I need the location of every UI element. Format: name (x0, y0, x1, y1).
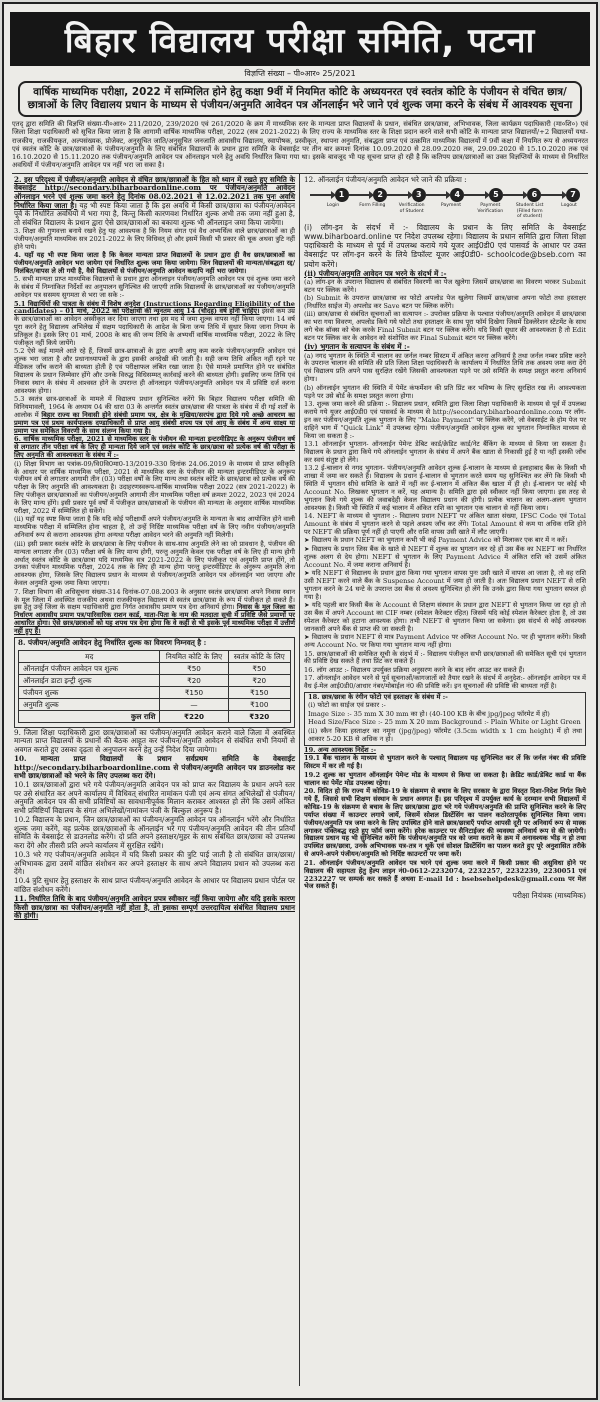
arrow-icon (541, 194, 566, 196)
para-5-1-body: इससे कम उम्र के छात्र/छात्राओं का आवेदन अस्वीकृत कर दिया जाएगा तथा इस मद में जमा शुल्क वापस नहीं किया जाएगा। 14 वर्ष पूरा करने हेतु विद्यालय अभिलेख में सक्षम पदाधिकारी के आदेश के बिना जन्म तिथि में सुधार किया जाना नियम के प्रतिकूल है। इसके लिए 01 मार्च, 2008 के बाद की जन्म तिथि के अभ्यर्थी वार्षिक माध्यमिक परीक्षा, 2022 के लिए पंजीकृत नहीं किये जायेंगे। (14, 307, 295, 348)
arrow-icon (387, 194, 412, 196)
fee-regular: ₹20 (160, 674, 228, 686)
para-5-1 (14, 301, 295, 348)
step-label: Form Filling (359, 203, 386, 209)
fee-total-private: ₹320 (228, 710, 290, 722)
neft-bullet-text: विद्यालय के प्रधान NEFT का भुगतान कभी भी कई Payment Advice को मिलाकर एक बार में न करें। (311, 536, 568, 545)
para-19-heading: 19. अन्य आवश्यक निर्देश :- (304, 746, 377, 755)
arrow-icon (349, 194, 374, 196)
para-21-helpline: 21. ऑनलाईन पंजीयन/अनुमति आवेदन पत्र भरने एवं शुल्क जमा करने में किसी प्रकार की असुविधा होने पर विद्यालय की सहायता हेतु हेल्प लाइन नं0-0612-2232074, 2232257, 2232239, 2230051 एवं 2232227 पर सम्पर्क कर सकते हैं अथवा E-mail Id : bsebsehelpdesk@gmail.com पर मेल भेज सकते हैं। (304, 858, 586, 891)
step-7-circle: 7 (566, 188, 580, 202)
para-3: 3. शिक्षा की गुणवत्ता बनाये रखने हेतु यह आवश्यक है कि नियम संगत एवं वैध अभ्यर्थित्व वाले छात्र/छात्राओं का ही पंजीयन/अनुमति माध्यमिक सत्र 2021-2022 के लिए विधिवत् हो और इसमें किसी भी प्रकार की चूक अथवा त्रुटि नहीं होने पाये। (14, 226, 295, 251)
para-8-heading: 8. पंजीयन/अनुमति आवेदन हेतु निर्धारित शुल्क का विवरण निम्नवत् है : (18, 638, 207, 648)
para-13-2: 13.2 ई-चालान से नगद भुगतान- पंजीयन/अनुमति आवेदन शुल्क ई-चालान के माध्यम से इलाहाबाद बैंक के किसी भी शाखा में जमा कर सकते हैं। विद्यालय के प्रधान ई-चालान से भुगतान करते समय यह सुनिश्चित कर लेंगे कि किसी भी स्थिति में भुगतान सीधे समिति के खाते में नहीं कर ई-चालान में अंकित बैंक खाता में ही हो। ई-चालान पर कोई भी Account No. लिखकर भुगतान न करें, यह अमान्य है। समिति द्वारा इसे स्वीकार नहीं किया जाएगा। इस तरह से भुगतान किये गये शुल्क की जवाबदेही केवल विद्यालय प्रधान की होगी। प्रत्येक चालान का अलग-अलग भुगतान आवश्यक है। किसी भी स्थिति में कई चालान में अंकित राशि का भुगतान एक चालान से नहीं किया जाय। (304, 464, 586, 512)
para-6-iii: (iii) इसी प्रकार स्वतंत्र कोटि के छात्र/छात्रा के लिए पंजीयन के साथ-साथ अनुमति लेने का जो प्रावधान है, पंजीयन की मान्यता लगातार तीन (03) परीक्षा वर्ष के लिए मान्य होगी, परन्तु अनुमति केवल एक परीक्षा वर्ष के लिए ही मान्य होगी अर्थात् स्वतंत्र कोटि के छात्र/छात्रा यदि माध्यमिक सत्र 2021-2022 के लिए पंजीकृत एवं अनुमति प्राप्त होंगे, तो उनका पंजीयन माध्यमिक परीक्षा, 2024 तक के लिए ही मान्य होगा परन्तु इन्टरमीडिएट के अनुरूप अनुमति लेना आवश्यक होगा, जिसके लिए विद्यालय प्रधान के माध्यम से पंजीयन/अनुमति आवेदन पत्र ऑनलाईन भरा जाएगा और केवल अनुमति शुल्क जमा किया जाएगा। (14, 539, 295, 588)
arrow-icon (464, 194, 489, 196)
process-flow (310, 188, 580, 202)
para-19-2: 19.2 शुल्क का भुगतान ऑनलाईन पेमेन्ट मोड के माध्यम से किया जा सकता है। क्रेडिट कार्ड/डेबिट कार्ड या बैंक चालान का पेमेंट मोड उपलब्ध रहेगा। (304, 770, 586, 787)
para-9: 9. जिला शिक्षा पदाधिकारी द्वारा छात्र/छात्राओं का पंजीयन/अनुमति आवेदन कराने वाले जिला में अवस्थित मान्यता प्राप्त विद्यालयों के प्रधानों की बैठक आहूत कर पंजीयन/अनुमति आवेदन से संबंधित सभी नियमों से अवगत कराते हुए उसका दृढ़ता से अनुपालन करने हेतु उन्हें निदेश दिया जायेगा। (14, 727, 295, 754)
para-12-iv-b: (b) ऑनलाईन भुगतान की स्थिति में पेमेंट कंफर्मेशन की प्रति प्रिंट कर भविष्य के लिए सुरक्षित रख लें। आवश्यकता पड़ने पर उसे बोर्ड के समक्ष प्रस्तुत करना होगा। (304, 383, 586, 400)
para-20: 20. विदित हो कि राज्य में कोविड-19 के संक्रमण से बचाव के लिए सरकार के द्वारा विस्तृत दिशा-निदेश निर्गत किये गये हैं, जिससे सभी शिक्षण संस्थान के प्रधान अवगत हैं। इस परिदृश्य में उपर्युक्त कार्य के दरम्यान सभी विद्यालयों में कोविड-19 के संक्रमण से बचाव के लिए छात्र/छात्रा द्वारा भरे गये पंजीयन/अनुमति की प्राप्ति सुनिश्चित करने के लिए पर्याप्त संख्या में काउन्टर लगाये जायें, जिसमें सोशल डिस्टेंसिंग का पालन कठोरतापूर्वक सुनिश्चित किया जाय। पंजीयन/अनुमति पत्र जमा करने के लिए उपस्थित होने वाले छात्र/छात्राएँ पर्याप्त आपसी दूरी पर अनिवार्य रूप से मास्क लगाकर पंक्तिबद्ध रहते हुए फॉर्म जमा करेंगे। हरेक काउन्टर पर सैनिटाईजर की व्यवस्था अनिवार्य रूप से की जायेगी। विद्यालय प्रधान यह भी सुनिश्चित करेंगे कि पंजीयन/अनुमति पत्र को जमा कराने के क्रम में अनावश्यक भीड़ न हो तथा उपस्थित छात्र/छात्रा, उनके अभिभावक यत्र-तत्र न थूकें एवं सोशल डिस्टेंसिंग का पालन करते हुए पूरे अनुशासित तरीके से अपने-अपने पंजीयन/अनुमति को निर्दिष्ट काउन्टरों पर जमा करें। (304, 787, 586, 859)
para-12-heading: 12. ऑनलाईन पंजीयन/अनुमति आवेदन भरे जाने की प्रक्रिया : (304, 174, 467, 184)
para-6-ii: (ii) यहाँ यह स्पष्ट किया जाता है कि यदि कोई परीक्षार्थी अपने पंजीयन/अनुमति के मान्यता के बाद आयोजित होने वाली माध्यमिक परीक्षा में सम्मिलित होना चाहता है, तो उन्हें निर्दिष्ट माध्यमिक परीक्षा वर्ष के लिए नवीन पंजीयन/अनुमति अनिवार्य रूप से कराना आवश्यक होगा अन्यथा परीक्षा आवेदन भरने की अनुमति नहीं मिलेगी। (14, 515, 295, 540)
step-label: Payment (440, 203, 462, 209)
para-11: 11. निर्धारित तिथि के बाद पंजीयन/अनुमति आवेदन प्रपत्र स्वीकार नहीं किया जायेगा और यदि इसके कारण किसी छात्र/छात्रा का पंजीयन/अनुमति नहीं होता है, तो इसका सम्पूर्ण उत्तरदायित्व संबंधित विद्यालय प्रधान की होगी। (14, 893, 295, 921)
para-15: 15. छात्र/छात्राओं की समेकित सूची के संदर्भ में :- विद्यालय पंजीकृत सभी छात्र/छात्राओं की समेकित सूची एवं भुगतान की प्रविष्टि देख सकते हैं तथा प्रिंट कर सकते हैं। (304, 649, 586, 666)
neft-bullet: ➤ विद्यालय के प्रधान NEFT का भुगतान कभी भी कई Payment Advice को मिलाकर एक बार में न करें। (304, 536, 568, 545)
para-17: 17. ऑनलाईन आवेदन भरने से पूर्व सूचनाओं/कागजातों को तैयार रखने के संदर्भ में अनुदेश:- ऑनलाईन आवेदन पत्र में वैध ई-मेल आई0डी0/आधार नंबर/मोबाईल नं0 की प्रविष्टि करें। इन सूचनाओं की प्रविष्टि की बाध्यता नहीं है। (304, 674, 586, 691)
para-2 (14, 176, 295, 228)
fee-col-regular: नियमित कोटि के लिए (160, 650, 228, 662)
fee-private: ₹20 (228, 674, 290, 686)
step-1-circle: 1 (335, 188, 349, 202)
para-19-1: 19.1 बैंक चालान के माध्यम से भुगतान करने के पश्चात् विद्यालय यह सुनिश्चित कर लें कि जर्नल नंबर की प्रविष्टि सिस्टम में कर ली गई है। (304, 754, 586, 771)
fee-item: ऑनलाईन पंजीयन आवेदन पत्र शुल्क (19, 662, 160, 674)
fee-section (14, 637, 295, 728)
intro-paragraph: एतद् द्वारा समिति की विज्ञप्ति संख्या-पी०आर० 211/2020, 239/2020 एवं 261/2020 के क्रम में माध्यमिक स्तर के मान्यता प्राप्त विद्यालयों के प्रधान, संबंधित छात्र/छात्रा, अभिभावक, जिला कार्यक्रम पदाधिकारी (मा०शि०) एवं जिला शिक्षा पदाधिकारी को सूचित किया जाता है कि आगामी वार्षिक माध्यमिक परीक्षा, 2022 (सत्र 2021-2022) के लिए राज्य के माध्यमिक स्तर के शिक्षा प्रदान करने वाले सभी कोटि के मान्यता प्राप्त विद्यालयों/+2 विद्यालयों यथा-राजकीय, राजकीयकृत, अल्पसंख्यक, प्रोजेक्ट, अनुसूचित जाति/अनुसूचित जनजाति आवासीय विद्यालय, स्वापोषक, प्रस्वीकृत, स्थापना अनुमति, संबद्धता प्राप्त एवं उत्क्रमित माध्यमिक विद्यालयों में 9वीं कक्षा में नियमित रूप से अध्ययनरत एवं स्वतंत्र कोटि के छात्र/छात्राओं के पंजीयन/अनुमति के लिए संबंधित विद्यालयों के प्रधान द्वारा समिति के वेबसाईट पर तीन बार क्रमशः दिनांक 10.09.2020 से 28.09.2020 तक, 29.09.2020 से 15.10.2020 तक एवं 16.10.2020 से 15.11.2020 तक पंजीयन/अनुमति आवेदन पत्र ऑनलाइन भरने हेतु अवधि निर्धारित किया गया था। इसके बावजूद भी यह सूचना प्राप्त हो रही है कि कतिपय छात्र/छात्राओं का उक्त विज्ञप्तियों के माध्यम से निर्धारित अवधियों में पंजीयन/अनुमति आवेदन पत्र नहीं भरा जा सका है। (12, 120, 588, 174)
fee-row (19, 698, 291, 710)
para-10: 10. मान्यता प्राप्त विद्यालयों के प्रधान सर्वप्रथम समिति के वेबसाईट http://secondary.biharboardonline.com से पंजीयन/अनुमति आवेदन पत्र डाउनलोड कर सभी छात्र/छात्राओं को भरने के लिए उपलब्ध करा देंगे। (14, 753, 295, 781)
para-12-iii: (iii) छात्र/छात्रा से संबंधित सूचनाओं का सत्यापन :- उपरोक्त प्रक्रिया के पश्चात पंजीयन/अनुमति आवेदन में छात्र/छात्रा का भरा गया विवरण, अपलोड किये गये फोटो तथा हस्ताक्षर के साथ पूरा फॉर्म दिखेगा जिसमें डिक्लेरेशन स्टेटमेंट के साथ लगे चेक बॉक्स को चेक करके Final Submit बटन पर क्लिक करेंगे। यदि किसी सुधार की आवश्यकता है तो Edit बटन पर क्लिक कर के आवेदन को संशोधित कर Final Submit बटन पर क्लिक करेंगे। (304, 310, 586, 343)
fee-item: ऑनलाईन डाटा इन्ट्री शुल्क (19, 674, 160, 686)
arrow-icon (310, 194, 335, 196)
para-12-ii-b: (b) Submit के उपरान्त छात्र/छात्रा का फोटो अपलोड पेज खुलेगा जिसमें छात्र/छात्रा अपना फोटो तथा हस्ताक्षर (निर्धारित साईज में) अपलोड कर Save बटन पर क्लिक करेंगे। (304, 293, 586, 310)
step-label: Login (326, 203, 340, 209)
fee-regular: ₹50 (160, 662, 228, 674)
two-column-body (10, 174, 590, 1386)
fee-total-regular: ₹220 (160, 710, 228, 722)
fee-private: ₹100 (228, 698, 290, 710)
fee-item: पंजीयन शुल्क (19, 686, 160, 698)
para-12-i-login: (i) लॉग-इन के संदर्भ में :- विद्यालय के प्रधान के लिए समिति के वेबसाईट www.biharboard.online पर निदेश उपलब्ध रहेगा। विद्यालय के प्रधान समिति द्वारा जिला शिक्षा पदाधिकारी के माध्यम से पूर्व में उपलब्ध कराये गये यूजर आई0डी0 एवं पासवर्ड के आधार पर उक्त वेबसाईट पर लॉग-इन करने के लिये डिफॉल्ट यूजर आई0डी0- schoolcode@bseb.com का प्रयोग करेंगे। (304, 222, 586, 269)
fee-total-row (19, 710, 291, 722)
para-5-2: 5.2 ऐसे कई मामले आते रहे हैं, जिसमें छात्र-छात्राओं के द्वारा अपनी आयु कम करके पंजीयन/अनुमति आवेदन एवं शुल्क भरा जाता है और प्रधानाध्यापकों के द्वारा इसकी अनदेखी की जाती है। सही जन्म तिथि अंकित नहीं रहने पर मेडिकल जाँच कराने की बाध्यता होती है एवं परीक्षाफल लंबित रखा जाता है। ऐसे मामले प्रमाणित होने पर संबंधित विद्यालय के प्रधान जिम्मेवार होंगे और उनके विरुद्ध विधिसम्मत् कार्रवाई करने की बाध्यता होगी। इसलिए जन्म तिथि एवं निवास स्थान के संबंध में आश्वस्त होने के उपरान्त ही ऑनलाइन पंजीयन/अनुमति आवेदन पत्र में प्रविष्टि दर्ज करना आवश्यक होगा। (14, 347, 295, 395)
para-18-ii: (ii) स्कैन किया हस्ताक्षर का नमूना (jpg/jpeg) फॉरमेट (3.5cm width x 1 cm height) में हो तथा आकार 5-20 KB से अधिक न हो। (308, 726, 582, 743)
process-flow-labels (318, 203, 584, 219)
arrow-icon (503, 194, 528, 196)
fee-row (19, 674, 291, 686)
neft-bullet-text: विद्यालय के प्रधान NEFT से मात्र Payment Advice पर अंकित Account No. पर ही भुगतान करेंगे। किसी अन्य Account No. पर किया गया भुगतान मान्य नहीं होगा। (304, 633, 587, 650)
left-column (10, 174, 300, 1386)
para-7-body: 7. शिक्षा विभाग की अधिसूचना संख्या-314 दिनांक-07.08.2003 के अनुसार स्वतंत्र छात्र/छात्रा अपने निवास स्थान के मूल जिला में अवस्थित राजकीय अथवा राजकीयकृत विद्यालय से स्वतंत्र छात्र/छात्रा के रूप में पंजीकृत हो सकते हैं। इस हेतु उन्हें जिला के सक्षम पदाधिकारी द्वारा निर्गत आवासीय प्रमाण पत्र देना अनिवार्य होगा। (14, 587, 295, 612)
para-16: 16. लॉग आउट :- विद्यालय उपर्युक्त प्रक्रिया अनुसरण करने के बाद लॉग आउट कर सकते हैं। (304, 665, 525, 674)
para-4: 4. यहाँ यह भी स्पष्ट किया जाता है कि केवल मान्यता प्राप्त विद्यालयों के प्रधान द्वारा ही वैध छात्र/छात्राओं का पंजीयन/अनुमति आवेदन भरा जायेगा एवं निर्धारित शुल्क जमा किया जायेगा। जिन विद्यालयों की मान्यता/संबद्धता रद्द/निलंबित/वापस ले ली गयी है, वैसे विद्यालयों से पंजीयन/अनुमति आवेदन कदापि नहीं भरा जायेगा। (14, 251, 295, 275)
para-18-heading: 18. छात्र/छात्रा के रंगीन फोटो एवं हस्ताक्षर के संबंध में :- (308, 693, 448, 702)
para-6-i: (i) शिक्षा विभाग का पत्रांक-09/वि0वि0मा0-13/2019-330 दिनांक 24.06.2019 के माध्यम से प्राप्त स्वीकृति के आधार पर वार्षिक माध्यमिक परीक्षा, 2021 से माध्यमिक स्तर के पंजीयन की मान्यता इन्टरमीडिएट के अनुरूप पंजीयन वर्ष से लगातार आगामी तीन (03) परीक्षा वर्षों के लिए मान्य तथा स्वतंत्र कोटि के छात्र/छात्रा को प्रत्येक वर्ष की परीक्षा के लिए अनुमति की आवश्यकता है। उदाहरणस्वरूप-वार्षिक माध्यमिक परीक्षा 2022 (सत्र 2021-2022) के लिए पंजीकृत छात्र/छात्राओं का पंजीयन/अनुमति आगामी तीन माध्यमिक परीक्षा वर्ष क्रमशः 2022, 2023 एवं 2024 के लिए मान्य होंगे। इसी प्रकार पूर्व वर्षों में पंजीकृत छात्र/छात्राओं के पंजीयन की मान्यता के अनुसार वार्षिक माध्यमिक परीक्षा, 2022 में सम्मिलित हो सकेंगे। (14, 459, 295, 516)
fee-private: ₹50 (228, 662, 290, 674)
para-10-4: 10.4 त्रुटि सुधार हेतु हस्ताक्षर के साथ प्राप्त पंजीयन/अनुमति आवेदन के आधार पर विद्यालय प्रधान पोर्टल पर वांछित संशोधन करेंगे। (14, 876, 295, 894)
para-12-iv-a: (a) नगद भुगतान के स्थिति में चालान का जर्नल नम्बर सिस्टम में अंकित करना अनिवार्य है तथा जर्नल नम्बर प्रविष्ट करने के उपरान्त चालान की समिति की प्रति जिला शिक्षा पदाधिकारी के कार्यालय में निर्धारित तिथि तक अवश्य जमा करा देंगे एवं विद्यालय प्रति अपने पास सुरक्षित रखेंगे जिसकी आवश्यकता पड़ने पर उसे समिति के समक्ष प्रस्तुत करना अनिवार्य होगा। (304, 351, 586, 384)
para-18-i: (i) फोटो का साईज एवं प्रकार :- (308, 701, 386, 710)
step-label: Logout (561, 203, 577, 209)
neft-bullet-text: यदि NEFT से विद्यालय के प्रधान द्वारा किया गया भुगतान वापस पुनः उसी खाते में वापस आ जाता है, तो वह राशि उसी NEFT करने वाले बैंक के Suspense Account में जमा हो जाती है। अतः विद्यालय प्रधान NEFT से राशि भुगतान करने के 24 घन्टे के उपरान्त उस बैंक से अवश्य सुनिश्चित हो लेंगे कि उनके द्वारा किया गया भुगतान सफल हो गया है। (304, 568, 587, 601)
step-6-circle: 6 (527, 188, 541, 202)
para-12-ii-a: (a) लॉग-इन के उपरान्त विद्यालय से संबंधित विवरणी का पेज खुलेगा जिसमें छात्र/छात्रा का विवरण भरकर Submit बटन पर क्लिक करेंगे। (304, 277, 586, 294)
para-10-3: 10.3 भरे गए पंजीयन/अनुमति आवेदन में यदि किसी प्रकार की त्रुटि पाई जाती है तो संबंधित छात्र/छात्रा/अभिभावक द्वारा उसमें वांछित संशोधन कर अपने हस्ताक्षर के साथ अपने विद्यालय प्रधान को उपलब्ध करा देंगे। (14, 849, 295, 877)
right-column (300, 174, 590, 1386)
neft-bullet-text: विद्यालय के प्रधान जिस बैंक के खाते से NEFT में शुल्क का भुगतान कर रहे हों उस बैंक का NEFT का निर्धारित शुल्क अलग से देय होगा। NEFT से भुगतान के लिए Payment Advice में अंकित राशि को उसमें अंकित Account No. में जमा कराना अनिवार्य है। (304, 544, 587, 569)
neft-bullet: ➤ विद्यालय के प्रधान जिस बैंक के खाते से NEFT में शुल्क का भुगतान कर रहे हों उस बैंक का NEFT का निर्धारित शुल्क अलग से देय होगा। NEFT से भुगतान के लिए Payment Advice में अंकित राशि को उसमें अंकित Account No. में जमा कराना अनिवार्य है। (304, 544, 587, 569)
masthead-title: बिहार विद्यालय परीक्षा समिति, पटना (10, 12, 590, 66)
step-2-circle: 2 (373, 188, 387, 202)
para-5-3-highlight: बिहार राज्य का निवासी होने संबंधी प्रमाण पत्र, क्षेत्र के मुखिया/सरपंच द्वारा दिये गये अच्छे आचरण का प्रमाण पत्र एवं प्रथम कार्यपालक दण्डाधिकारी से प्राप्त आयु संबंधी शपथ पत्र एवं आयु के संबंध में अन्य साक्ष्य या प्रमाण पत्र समेकित विवरणी के साथ संलग्न किया गया है। (14, 411, 295, 435)
fee-item: अनुमति शुल्क (19, 698, 160, 710)
neft-bullet: ➤ विद्यालय के प्रधान NEFT से मात्र Payment Advice पर अंकित Account No. पर ही भुगतान करेंगे। किसी अन्य Account No. पर किया गया भुगतान मान्य नहीं होगा। (304, 633, 587, 650)
fee-table (18, 650, 291, 723)
fee-regular: — (160, 698, 228, 710)
step-3-circle: 3 (412, 188, 426, 202)
para-13: 13. शुल्क जमा करने की प्रक्रिया :- विद्यालय प्रधान, समिति द्वारा जिला शिक्षा पदाधिकारी के माध्यम से पूर्व में उपलब्ध कराये गये यूजर आई0डी0 एवं पासवर्ड के माध्यम से http://secondary.biharboardonline.com पर लॉग-इन कर पंजीयन/अनुमति शुल्क भुगतान के लिए "Make Payment" पर क्लिक करेंगे, जो वेबसाईट के होम पेज पर दाहिने भाग में "Quick Link" में उपलब्ध रहेगा। पंजीयन/अनुमति आवेदन शुल्क का भुगतान निम्नांकित माध्यम से किया जा सकता है :- (304, 399, 586, 440)
neft-bullet: ➤ यदि NEFT से विद्यालय के प्रधान द्वारा किया गया भुगतान वापस पुनः उसी खाते में वापस आ जाता है, तो वह राशि उसी NEFT करने वाले बैंक के Suspense Account में जमा हो जाती है। अतः विद्यालय प्रधान NEFT से राशि भुगतान करने के 24 घन्टे के उपरान्त उस बैंक से अवश्य सुनिश्चित हो लेंगे कि उनके द्वारा किया गया भुगतान सफल हो गया है। (304, 568, 587, 601)
para-7 (14, 589, 295, 636)
para-2-body: यह भी स्पष्ट किया जाता है कि इस अवधि में किसी छात्र/छात्रा का पंजीयन/आवेदन पूर्व के निर्धारित अवधियों में भरा गया है, किन्तु किसी कारणवश निर्धारित शुल्क अभी तक जमा नहीं हुआ है, तो संबंधित विद्यालय के प्रधान द्वारा ऐसे छात्र/छात्राओं का बकाया शुल्क भी ऑनलाइन जमा किया जायेगा। (14, 200, 295, 227)
para-14: 14. NEFT के माध्यम से भुगतान :- विद्यालय प्रधान NEFT पर अंकित खाता संख्या, IFSC Code एवं Total Amount के संबंध में भुगतान करने से पहले अवश्य जाँच कर लेंगे। Total Amount से कम या अधिक राशि होने पर NEFT की प्रक्रिया पूर्ण नहीं हो पाएगी और राशि वापस उसी खाते में लौट जाएगी। (304, 512, 586, 536)
fee-regular: ₹150 (160, 686, 228, 698)
para-18-image-size: Image Size :- 35 mm X 30 mm का हो। (40-100 KB के बीच jpg/jpeg फॉरमेट में हो) (308, 709, 550, 718)
newspaper-notice (2, 2, 598, 1400)
para-13-1: 13.1 ऑनलाईन भुगतान- ऑनलाईन पेमेन्ट डेबिट कार्ड/क्रेडिट कार्ड/नेट बैंकिंग के माध्यम से किया जा सकता है। विद्यालय के प्रधान द्वारा किये गये ऑनलाईन भुगतान के संबंध में अपने बैंक खाता से निकासी हुई है या नहीं इसकी जाँच कर स्वयं संतुष्ट हो लेंगे। (304, 439, 586, 464)
para-12-iv-heading: (iv) भुगतान के सत्यापन के संबंध में :- (304, 342, 410, 352)
para-5-1-heading: 5.1 विद्यार्थियों की पात्रता के संबंध में विशेष अनुदेश (Instructions Regarding Eligibility of the candidates) – 01 मार्च, 2022 को परीक्षार्थी की न्यूनतम आयु 14 (चौदह) वर्ष होनी चाहिए। (14, 299, 295, 316)
step-label: Verification of Student (398, 203, 425, 214)
arrow-icon (426, 194, 451, 196)
para-5-3 (14, 396, 295, 436)
para-5-3-body: 5.3 स्वतंत्र छात्र-छात्राओं के मामले में विद्यालय प्रधान सुनिश्चित करेंगे कि बिहार विद्यालय परीक्षा समिति की विनियमावली, 1964 के अध्याय 04 की धारा 03 के अन्तर्गत स्वतंत्र छात्र/छात्रा की पात्रता के संबंध में दी गई शर्तों के आलोक में (14, 395, 295, 420)
fee-private: ₹150 (228, 686, 290, 698)
fee-col-item: मद (19, 650, 160, 662)
step-5-circle: 5 (489, 188, 503, 202)
notice-number: विज्ञप्ति संख्या – पी०आर० 25/2021 (244, 69, 356, 78)
fee-table-header (19, 650, 291, 662)
para-10-2: 10.2 विद्यालय के प्रधान, जिन छात्र/छात्राओं का पंजीयन/अनुमति आवेदन पत्र ऑनलाईन भरेंगे और निर्धारित शुल्क जमा करेंगे, वह प्रत्येक छात्र/छात्राओं के ऑनलाईन भरे गए पंजीयन/अनुमति आवेदन की तीन प्रतियाँ समिति के वेबसाईट से डाउनलोड करेंगे। दो प्रति अपने हस्ताक्षर/मुहर के साथ संबंधित छात्र/छात्रा को उपलब्ध करा देंगे और तीसरी प्रति अपने कार्यालय में सुरक्षित रखेंगे। (14, 815, 295, 850)
para-5: 5. सभी मान्यता प्राप्त माध्यमिक विद्यालयों के प्रधान द्वारा ऑनलाइन पंजीयन/अनुमति आवेदन पत्र एवं शुल्क जमा करने के संबंध में निम्नांकित निर्देशों का अनुपालन सुनिश्चित की जाएगी ताकि विद्यालयों के छात्र/छात्राओं का पंजीयन/अनुमति आवेदन पत्र ससमय सुगमता से भरा जा सके :- (14, 275, 295, 300)
fee-row (19, 686, 291, 698)
fee-total-label: कुल राशि (19, 710, 160, 722)
para-10-1: 10.1 छात्र/छात्राओं द्वारा भरे गये पंजीयन/अनुमति आवेदन पत्र को प्राप्त कर विद्यालय के प्रधान अपने स्तर पर उसे संधारित कर अपने कार्यालय में विधिवत् संधारित नामांकन पंजी एवं अन्य संगत अभिलेखों से पंजीयन/अनुमति आवेदन पत्र की सभी प्रविष्टियों का सावधानीपूर्वक मिलान कराकर आश्वस्त हो लेंगे कि उसमें अंकित सभी प्रविष्टियाँ विद्यालय के संगत अभिलेखों/नामांकन पंजी के बिल्कुल अनुरूप है। (14, 780, 295, 815)
neft-bullet-text: यदि पहली बार किसी बैंक के Account से शिक्षण संस्थान के प्रधान द्वारा NEFT से भुगतान किया जा रहा हो तो उस बैंक में अपने Account का CIF नम्बर (स्पेशल कैरेक्टर रहित) जिसमें यदि कोई स्पेशल कैरेक्टर होता है, तो उस स्पेशल कैरेक्टर को हटाना आवश्यक होगा। तभी NEFT से भुगतान किया जा सकेगा। इस संदर्भ से कोई आवश्यक जानकारी अपने बैंक से प्राप्त की जा सकती है। (304, 601, 586, 633)
step-label: Payment Verification (477, 203, 504, 214)
neft-bullet: ➤ यदि पहली बार किसी बैंक के Account से शिक्षण संस्थान के प्रधान द्वारा NEFT से भुगतान किया जा रहा हो तो उस बैंक में अपने Account का CIF नम्बर (स्पेशल कैरेक्टर रहित) जिसमें यदि कोई स्पेशल कैरेक्टर होता है, तो उस स्पेशल कैरेक्टर को हटाना आवश्यक होगा। तभी NEFT से भुगतान किया जा सकेगा। इस संदर्भ से कोई आवश्यक जानकारी अपने बैंक से प्राप्त की जा सकती है। (304, 601, 586, 633)
notice-headline: वार्षिक माध्यमिक परीक्षा, 2022 में सम्मिलित होने हेतु कक्षा 9वीं में नियमित कोटि के अध्ययनरत एवं स्वतंत्र कोटि के पंजीयन से वंचित छात्र/छात्राओं के लिए विद्यालय प्रधान के माध्यम से पंजीयन/अनुमति आवेदन पत्र ऑनलाईन भरे जाने एवं शुल्क जमा करने के संबंध में आवश्यक सूचना (18, 81, 582, 117)
step-4-circle: 4 (450, 188, 464, 202)
para-2-heading: 2. इस परिदृश्य में पंजीयन/अनुमति आवेदन से वंचित छात्र/छात्राओं के हित को ध्यान में रखते हुए समिति के वेबसाईट http://secondary.biharboardonline.com पर पंजीयन/अनुमति आवेदन ऑनलाइन भरने एवं शुल्क जमा करने हेतु दिनांक 08.02.2021 से 12.02.2021 तक पुनः अवधि निर्धारित किया जाता है। (14, 174, 295, 210)
fee-row (19, 662, 291, 674)
para-6-heading: 6. वार्षिक माध्यमिक परीक्षा, 2021 से माध्यमिक स्तर के पंजीयन की मान्यता इन्टरमीडिएट के अनुरूप पंजीयन वर्ष से लगातार तीन परीक्षा वर्ष के लिए ही मान्यता दिये जाने एवं स्वतंत्र कोटि के छात्र/छात्रा को प्रत्येक वर्ष की परीक्षा के लिए अनुमति की आवश्यकता के संबंध में :- (14, 435, 295, 460)
photo-signature-box (304, 692, 586, 746)
step-label: Student List (Filled form of student) (515, 203, 544, 220)
para-7-highlight: निवास के मूल जिला का निर्धारण आवासीय प्रमाण पत्र/पारिवारिक राशन कार्ड, माता-पिता के नाम की मतदाता सूची में प्रविष्टि जैसे प्रमाणों पर आधारित होगा। ऐसे छात्र/छात्राओं को यह शपथ पत्र देना होगा कि वे कहीं से भी इसके पूर्व माध्यमिक परीक्षा में उत्तीर्ण नहीं हुए हैं। (14, 603, 295, 636)
para-12-ii-heading: (ii) पंजीयन/अनुमति आवेदन पत्र भरने के संदर्भ में :- (304, 268, 447, 278)
fee-col-private: स्वतंत्र कोटि के लिए (228, 650, 290, 662)
para-18-head-size: Head Size/Face Size :- 25 mm X 20 mm Background :- Plain White or Light Green (308, 718, 581, 727)
signature-block: परीक्षा नियंत्रक (माध्यमिक) (512, 891, 586, 901)
